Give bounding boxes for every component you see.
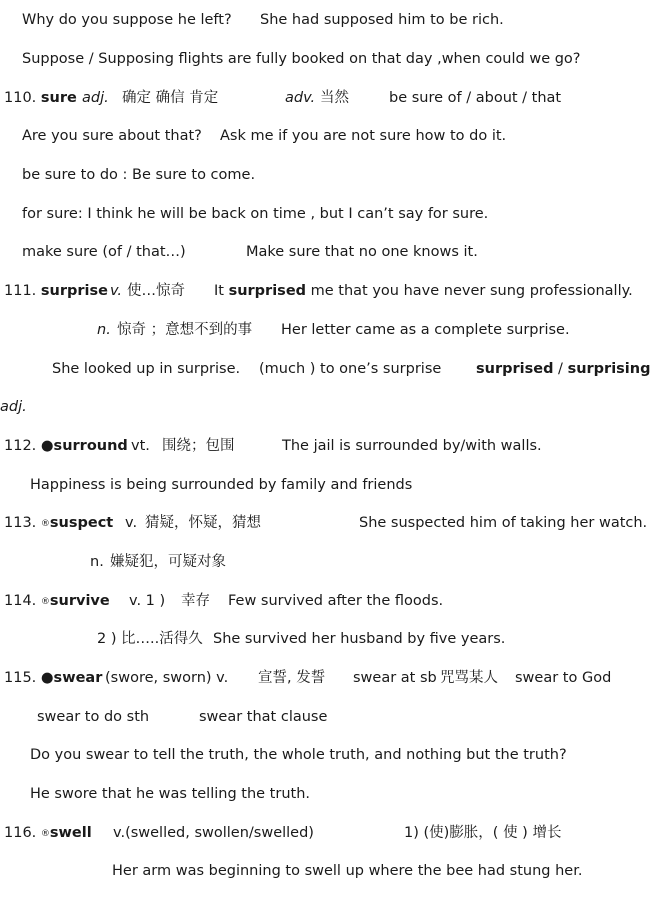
phrase: swear to do sth xyxy=(37,709,150,725)
example-sentence: be sure to do : Be sure to come. xyxy=(22,167,256,183)
entry-number: 116. xyxy=(4,825,37,841)
entry-115 xyxy=(4,668,102,688)
entry-number: 111. xyxy=(4,283,37,299)
example-keyword: surprised xyxy=(228,283,307,299)
part-of-speech: adj. xyxy=(0,399,27,415)
example-sentence: Make sure that no one knows it. xyxy=(246,244,478,260)
chinese-meaning: 确定 确信 肯定 xyxy=(122,90,219,106)
part-of-speech: adv. xyxy=(285,90,316,106)
part-of-speech: n. xyxy=(97,322,111,338)
part-of-speech: v. xyxy=(110,283,123,299)
entry-114 xyxy=(4,591,110,612)
headword: sure xyxy=(40,90,77,106)
entry-mark: ® xyxy=(40,829,50,839)
example-sentence: Happiness is being surrounded by family and friends xyxy=(30,477,413,493)
chinese-meaning: 宣誓, 发誓 xyxy=(258,670,326,686)
entry-110 xyxy=(4,88,77,108)
example-sentence: She survived her husband by five years. xyxy=(213,631,506,647)
example-sentence: He swore that he was telling the truth. xyxy=(30,786,310,802)
chinese-meaning: 幸存 xyxy=(181,593,210,609)
headword: suspect xyxy=(49,515,114,531)
related-words xyxy=(476,359,650,379)
example-sentence: Ask me if you are not sure how to do it. xyxy=(220,128,507,144)
phrase: be sure of / about / that xyxy=(389,90,562,106)
example-sentence: Few survived after the floods. xyxy=(228,593,444,609)
example-text: It xyxy=(214,283,229,299)
entry-number: 113. xyxy=(4,515,37,531)
example-sentence: Do you swear to tell the truth, the whole truth, and nothing but the truth? xyxy=(30,747,567,763)
part-of-speech: n. xyxy=(90,554,104,570)
example-sentence: The jail is surrounded by/with walls. xyxy=(282,438,542,454)
example-sentence: She looked up in surprise. xyxy=(52,361,241,377)
phrase: make sure (of / that…) xyxy=(22,244,186,260)
example-sentence: Are you sure about that? xyxy=(22,128,202,144)
headword: surprise xyxy=(40,283,108,299)
example-sentence: She had supposed him to be rich. xyxy=(260,12,504,28)
word-forms: v.(swelled, swollen/swelled) xyxy=(113,825,314,841)
phrase: swear that clause xyxy=(199,709,328,725)
entry-number: 114. xyxy=(4,593,37,609)
headword: ●swear xyxy=(40,670,103,686)
part-of-speech: vt. xyxy=(131,438,150,454)
related-word: surprising xyxy=(567,361,650,377)
chinese-meaning: 1) (使)膨胀，( 使 ) 增长 xyxy=(404,825,562,841)
entry-mark: ® xyxy=(40,519,50,529)
part-of-speech: adj. xyxy=(82,90,109,106)
entry-number: 112. xyxy=(4,438,37,454)
chinese-meaning: 嫌疑犯，可疑对象 xyxy=(110,554,226,570)
example-sentence: for sure: I think he will be back on time , but I can’t say for sure. xyxy=(22,206,489,222)
phrase: swear at sb xyxy=(353,670,437,686)
entry-112 xyxy=(4,436,128,456)
chinese-meaning: 围绕；包围 xyxy=(162,438,235,454)
separator: / xyxy=(553,361,568,377)
example-sentence: Her letter came as a complete surprise. xyxy=(281,322,570,338)
example-sentence xyxy=(214,281,633,301)
example-text: me that you have never sung professionally. xyxy=(306,283,633,299)
headword: ●surround xyxy=(40,438,128,454)
example-sentence: She suspected him of taking her watch. xyxy=(359,515,648,531)
entry-113 xyxy=(4,513,113,534)
part-of-speech: v. xyxy=(125,515,138,531)
entry-111 xyxy=(4,281,108,301)
example-sentence: Why do you suppose he left? xyxy=(22,12,232,28)
sense-number: 2 ) xyxy=(97,631,117,647)
example-sentence: Her arm was beginning to swell up where the bee had stung her. xyxy=(112,863,583,879)
phrase: (much ) to one’s surprise xyxy=(259,361,442,377)
entry-116 xyxy=(4,823,92,844)
chinese-meaning: 咒骂某人 xyxy=(440,670,498,686)
chinese-meaning: 惊奇 ；意想不到的事 xyxy=(117,322,253,338)
chinese-meaning: 比…..活得久 xyxy=(121,631,203,647)
related-word: surprised xyxy=(476,361,554,377)
headword: survive xyxy=(49,593,110,609)
entry-mark: ® xyxy=(40,597,50,607)
sense-number: v. 1 ) xyxy=(129,593,166,609)
chinese-meaning: 当然 xyxy=(320,90,349,106)
chinese-meaning: 使…惊奇 xyxy=(127,283,185,299)
word-forms: (swore, sworn) v. xyxy=(105,670,229,686)
headword: swell xyxy=(49,825,92,841)
entry-number: 110. xyxy=(4,90,37,106)
entry-number: 115. xyxy=(4,670,37,686)
example-sentence: Suppose / Supposing flights are fully booked on that day ,when could we go? xyxy=(22,51,581,67)
phrase: swear to God xyxy=(515,670,612,686)
chinese-meaning: 猜疑，怀疑，猜想 xyxy=(145,515,261,531)
